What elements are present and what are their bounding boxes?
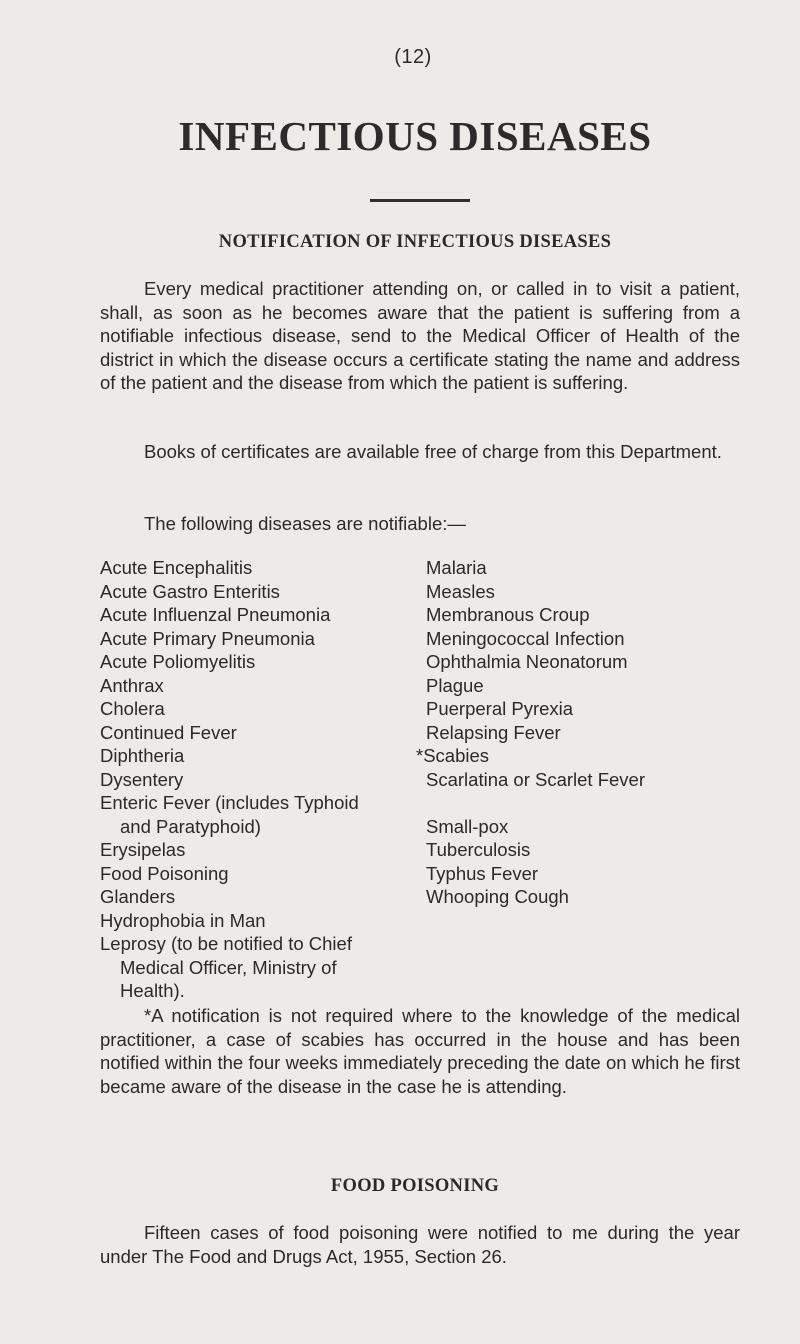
list-item: Measles [426,580,495,602]
notification-paragraph: Every medical practitioner attending on, or called in to visit a patient, shall, as soon as he becomes aware that the patient is suffering from a notifiable infectious disease, send to the Medical Officer of Health of the district in which the disease occurs a certificate stating the name and address of the patient and the disease from which the patient is suffering. [100,278,740,393]
certificates-paragraph: Books of certificates are available free of charge from this Department. [144,441,722,462]
notification-heading: NOTIFICATION OF INFECTIOUS DISEASES [218,232,612,252]
list-item: Ophthalmia Neonatorum [426,651,628,672]
list-item: Leprosy (to be notified to Chief [100,933,352,954]
list-item: Plague [426,674,484,696]
list-item: Typhus Fever [426,862,539,884]
list-item: Tuberculosis [426,839,531,860]
food-poisoning-heading: FOOD POISONING [330,1176,500,1196]
list-item: Cholera [100,698,165,719]
page-number: (12) [394,46,432,68]
list-item: Erysipelas [100,839,186,860]
scabies-footnote: *A notification is not required where to the knowledge of the medical practitioner, a case of scabies has occurred in the house and has been notified within the four weeks immediately preceding the date on which he first became aware of the disease in the case he is attending. [100,1005,740,1097]
list-item: Anthrax [100,674,164,696]
list-item-continuation: and Paratyphoid) [120,815,261,837]
list-item: Meningococcal Infection [426,627,625,649]
list-item: Membranous Croup [426,604,590,625]
list-item: Hydrophobia in Man [100,909,266,931]
list-item: Continued Fever [100,721,237,743]
list-item: Whooping Cough [426,886,569,907]
list-item-continuation: Medical Officer, Ministry of [120,956,337,978]
list-item: Diphtheria [100,745,185,766]
list-item: Malaria [426,557,487,578]
list-item: *Scabies [416,745,490,766]
list-item: Puerperal Pyrexia [426,698,574,719]
food-poisoning-paragraph: Fifteen cases of food poisoning were notified to me during the year under The Food and Drugs Act, 1955, Section 26. [100,1222,740,1267]
list-item: Relapsing Fever [426,721,561,743]
list-item: Food Poisoning [100,862,229,884]
diseases-list-left [100,556,420,1003]
list-item: Acute Gastro Enteritis [100,580,280,602]
list-item-continuation: Health). [120,980,185,1001]
list-item: Dysentery [100,768,184,790]
list-item: Acute Encephalitis [100,557,253,578]
diseases-list-right [416,556,726,909]
title-divider [370,199,470,202]
list-item: Acute Poliomyelitis [100,651,256,672]
list-item: Scarlatina or Scarlet Fever [426,768,646,790]
page-title: INFECTIOUS DISEASES [178,113,652,159]
list-intro: The following diseases are notifiable:— [144,513,466,534]
list-item: Acute Influenzal Pneumonia [100,604,331,625]
list-item: Glanders [100,886,176,907]
list-item: Enteric Fever (includes Typhoid [100,792,359,813]
list-item: Small-pox [426,815,509,837]
list-item: Acute Primary Pneumonia [100,627,315,649]
